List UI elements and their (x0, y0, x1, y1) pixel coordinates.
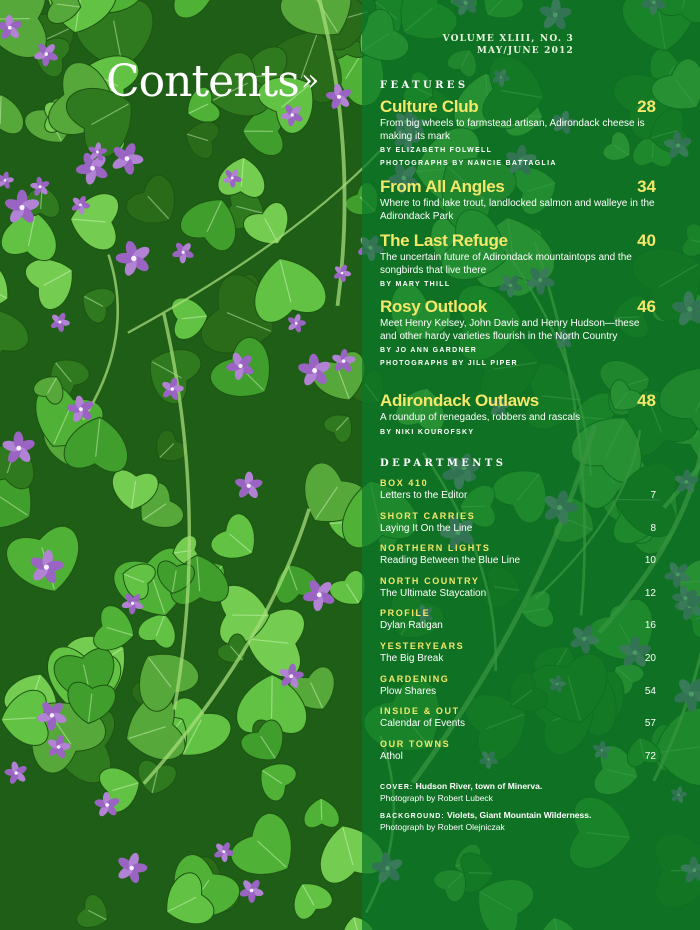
feature-author: BY ELIZABETH FOLWELL (380, 147, 493, 154)
department-item[interactable] (380, 706, 656, 730)
feature-page: 40 (637, 231, 656, 250)
feature-title: Rosy Outlook (380, 297, 487, 316)
feature-title: Culture Club (380, 97, 479, 116)
feature-item[interactable] (380, 297, 656, 370)
department-item[interactable] (380, 739, 656, 763)
department-page: 20 (644, 653, 656, 664)
feature-photographer: PHOTOGRAPHS BY JILL PIPER (380, 360, 518, 367)
department-category: YESTERYEARS (380, 641, 465, 651)
feature-author: BY MARY THILL (380, 281, 451, 288)
contents-heading: Contents (106, 56, 299, 107)
feature-item[interactable] (380, 177, 656, 223)
department-title: Letters to the Editor (380, 490, 468, 501)
department-title: The Ultimate Staycation (380, 588, 487, 599)
department-item[interactable] (380, 608, 656, 632)
department-title: Laying It On the Line (380, 523, 473, 534)
issue-info (443, 33, 574, 57)
department-category: GARDENING (380, 674, 450, 684)
cover-label: COVER: (380, 784, 414, 791)
department-page: 12 (644, 588, 656, 599)
cover-caption: Hudson River, town of Minerva. (415, 781, 543, 791)
feature-description: The uncertain future of Adirondack mountaintops and the songbirds that live there (380, 252, 632, 276)
cover-credit (380, 781, 670, 804)
department-item[interactable] (380, 478, 656, 502)
department-item[interactable] (380, 543, 656, 567)
background-label: BACKGROUND: (380, 813, 445, 820)
feature-item[interactable] (380, 391, 656, 439)
feature-title: The Last Refuge (380, 231, 508, 250)
chevron-right-icon: » (300, 63, 319, 98)
department-page: 8 (650, 523, 656, 534)
department-page: 72 (644, 751, 656, 762)
department-category: NORTHERN LIGHTS (380, 543, 491, 553)
department-category: INSIDE & OUT (380, 706, 460, 716)
departments-label: DEPARTMENTS (380, 458, 507, 469)
background-credit (380, 810, 670, 833)
department-category: BOX 410 (380, 478, 429, 488)
department-title: Athol (380, 751, 403, 762)
feature-description: A roundup of renegades, robbers and rascals (380, 412, 581, 423)
department-title: Dylan Ratigan (380, 620, 443, 631)
department-category: OUR TOWNS (380, 739, 451, 749)
feature-photographer: PHOTOGRAPHS BY NANCIE BATTAGLIA (380, 160, 557, 167)
department-category: PROFILE (380, 608, 431, 618)
department-page: 57 (644, 718, 656, 729)
feature-item[interactable] (380, 231, 656, 291)
page-title (106, 56, 318, 107)
feature-page: 46 (637, 297, 656, 316)
department-item[interactable] (380, 511, 656, 535)
feature-author: BY NIKI KOUROFSKY (380, 428, 475, 436)
department-title: Reading Between the Blue Line (380, 555, 521, 566)
department-page: 54 (644, 686, 656, 697)
features-label: FEATURES (380, 80, 469, 91)
department-category: SHORT CARRIES (380, 511, 476, 521)
department-item[interactable] (380, 576, 656, 600)
department-title: The Big Break (380, 653, 444, 664)
feature-page: 48 (637, 391, 656, 410)
feature-description: From big wheels to farmstead artisan, Adirondack cheese is making its mark (380, 118, 645, 142)
department-title: Calendar of Events (380, 718, 466, 729)
department-item[interactable] (380, 674, 656, 698)
feature-title: From All Angles (380, 177, 505, 196)
department-title: Plow Shares (380, 686, 437, 697)
cover-photographer: Photograph by Robert Lubeck (380, 793, 493, 803)
department-category: NORTH COUNTRY (380, 576, 480, 586)
feature-description: Meet Henry Kelsey, John Davis and Henry Hudson—these and other hardy varieties flourish in the North Country (380, 318, 640, 342)
background-photographer: Photograph by Robert Olejniczak (380, 822, 505, 832)
feature-page: 34 (637, 177, 656, 196)
feature-item[interactable] (380, 97, 656, 170)
volume-number: VOLUME XLIII, NO. 3 (442, 34, 574, 44)
department-page: 7 (650, 490, 656, 501)
feature-page: 28 (637, 97, 656, 116)
department-item[interactable] (380, 641, 656, 665)
feature-description: Where to find lake trout, landlocked salmon and walleye in the Adirondack Park (380, 198, 655, 222)
department-page: 16 (644, 620, 656, 631)
background-caption: Violets, Giant Mountain Wilderness. (447, 810, 592, 820)
department-page: 10 (644, 555, 656, 566)
issue-date: MAY/JUNE 2012 (476, 46, 574, 56)
feature-author: BY JO ANN GARDNER (380, 347, 478, 354)
feature-title: Adirondack Outlaws (380, 391, 539, 410)
